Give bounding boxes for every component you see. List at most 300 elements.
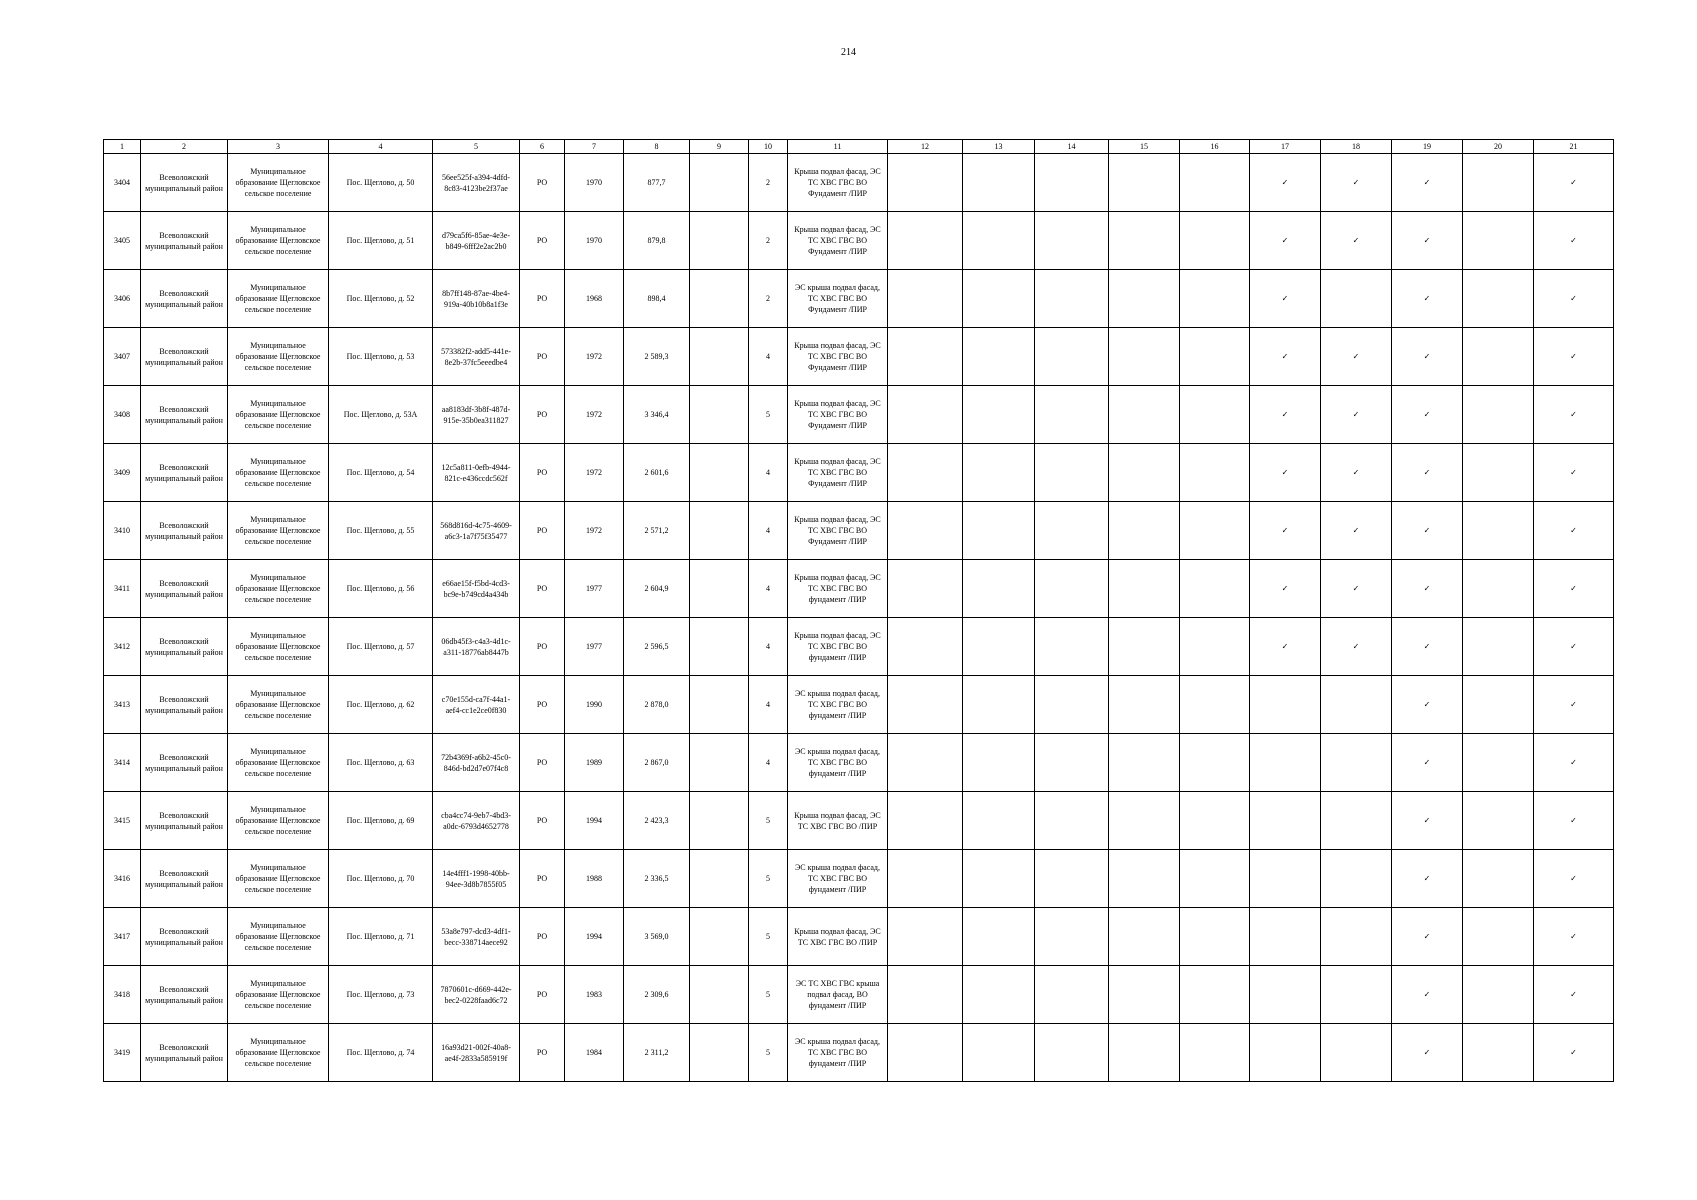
cell-col-6: РО (520, 328, 565, 386)
cell-col-7: 1970 (565, 212, 624, 270)
cell-col-20 (1463, 676, 1534, 734)
cell-col-4: Пос. Щеглово, д. 55 (329, 502, 433, 560)
cell-col-2: Всеволожский муниципальный район (141, 676, 228, 734)
cell-col-6: РО (520, 444, 565, 502)
cell-col-16 (1180, 1024, 1250, 1082)
cell-col-17 (1250, 792, 1321, 850)
column-header-17: 17 (1250, 140, 1321, 154)
cell-col-9 (690, 1024, 749, 1082)
cell-col-16 (1180, 734, 1250, 792)
check-icon: ✓ (1321, 328, 1392, 386)
table-row (104, 328, 1614, 386)
cell-col-7: 1990 (565, 676, 624, 734)
cell-col-11: Крыша подвал фасад, ЭС ТС ХВС ГВС ВО фундамент /ПИР (788, 560, 888, 618)
cell-col-9 (690, 792, 749, 850)
column-header-11: 11 (788, 140, 888, 154)
cell-col-16 (1180, 560, 1250, 618)
cell-col-20 (1463, 908, 1534, 966)
cell-col-1: 3419 (104, 1024, 141, 1082)
cell-col-8: 2 589,3 (624, 328, 690, 386)
cell-col-14 (1035, 850, 1109, 908)
cell-col-12 (888, 502, 963, 560)
cell-col-15 (1109, 966, 1180, 1024)
cell-col-12 (888, 212, 963, 270)
cell-col-8: 898,4 (624, 270, 690, 328)
cell-col-14 (1035, 966, 1109, 1024)
cell-col-6: РО (520, 560, 565, 618)
cell-col-1: 3404 (104, 154, 141, 212)
cell-col-5: 8b7ff148-87ae-4be4-919a-40b10b8a1f3e (433, 270, 520, 328)
cell-col-10: 4 (749, 676, 788, 734)
cell-col-2: Всеволожский муниципальный район (141, 734, 228, 792)
cell-col-12 (888, 618, 963, 676)
cell-col-15 (1109, 1024, 1180, 1082)
check-icon: ✓ (1250, 560, 1321, 618)
cell-col-8: 2 596,5 (624, 618, 690, 676)
check-icon: ✓ (1534, 618, 1614, 676)
cell-col-18 (1321, 734, 1392, 792)
cell-col-1: 3406 (104, 270, 141, 328)
check-icon: ✓ (1392, 792, 1463, 850)
cell-col-14 (1035, 212, 1109, 270)
cell-col-14 (1035, 734, 1109, 792)
cell-col-9 (690, 502, 749, 560)
cell-col-4: Пос. Щеглово, д. 69 (329, 792, 433, 850)
cell-col-20 (1463, 734, 1534, 792)
cell-col-7: 1970 (565, 154, 624, 212)
cell-col-10: 2 (749, 270, 788, 328)
table-row (104, 154, 1614, 212)
check-icon: ✓ (1534, 502, 1614, 560)
check-icon: ✓ (1534, 386, 1614, 444)
page-number: 214 (841, 47, 856, 58)
cell-col-3: Муниципальное образование Щегловское сельское поселение (228, 386, 329, 444)
cell-col-8: 2 867,0 (624, 734, 690, 792)
check-icon: ✓ (1534, 270, 1614, 328)
cell-col-4: Пос. Щеглово, д. 53А (329, 386, 433, 444)
cell-col-20 (1463, 212, 1534, 270)
cell-col-13 (963, 560, 1035, 618)
cell-col-3: Муниципальное образование Щегловское сельское поселение (228, 734, 329, 792)
cell-col-12 (888, 1024, 963, 1082)
table-row (104, 386, 1614, 444)
cell-col-1: 3405 (104, 212, 141, 270)
cell-col-14 (1035, 560, 1109, 618)
cell-col-8: 2 311,2 (624, 1024, 690, 1082)
cell-col-11: Крыша подвал фасад, ЭС ТС ХВС ГВС ВО Фундамент /ПИР (788, 444, 888, 502)
cell-col-17 (1250, 850, 1321, 908)
cell-col-9 (690, 676, 749, 734)
cell-col-10: 5 (749, 850, 788, 908)
column-header-6: 6 (520, 140, 565, 154)
cell-col-2: Всеволожский муниципальный район (141, 328, 228, 386)
cell-col-1: 3408 (104, 386, 141, 444)
cell-col-8: 3 569,0 (624, 908, 690, 966)
cell-col-9 (690, 270, 749, 328)
check-icon: ✓ (1321, 212, 1392, 270)
cell-col-10: 5 (749, 966, 788, 1024)
cell-col-11: ЭС крыша подвал фасад, ТС ХВС ГВС ВО фундамент /ПИР (788, 676, 888, 734)
cell-col-6: РО (520, 1024, 565, 1082)
cell-col-6: РО (520, 154, 565, 212)
cell-col-10: 5 (749, 386, 788, 444)
column-header-20: 20 (1463, 140, 1534, 154)
cell-col-20 (1463, 328, 1534, 386)
cell-col-12 (888, 560, 963, 618)
cell-col-5: 573382f2-add5-441e-8e2b-37fc5eeedbe4 (433, 328, 520, 386)
check-icon: ✓ (1392, 502, 1463, 560)
check-icon: ✓ (1534, 676, 1614, 734)
cell-col-12 (888, 676, 963, 734)
register-table (103, 139, 1614, 1082)
cell-col-18 (1321, 966, 1392, 1024)
cell-col-2: Всеволожский муниципальный район (141, 502, 228, 560)
column-header-8: 8 (624, 140, 690, 154)
column-header-1: 1 (104, 140, 141, 154)
cell-col-2: Всеволожский муниципальный район (141, 966, 228, 1024)
cell-col-15 (1109, 270, 1180, 328)
cell-col-3: Муниципальное образование Щегловское сельское поселение (228, 270, 329, 328)
column-header-14: 14 (1035, 140, 1109, 154)
column-header-2: 2 (141, 140, 228, 154)
column-header-18: 18 (1321, 140, 1392, 154)
cell-col-15 (1109, 154, 1180, 212)
cell-col-6: РО (520, 792, 565, 850)
cell-col-4: Пос. Щеглово, д. 57 (329, 618, 433, 676)
column-header-10: 10 (749, 140, 788, 154)
cell-col-15 (1109, 328, 1180, 386)
cell-col-14 (1035, 270, 1109, 328)
cell-col-20 (1463, 618, 1534, 676)
cell-col-8: 879,8 (624, 212, 690, 270)
check-icon: ✓ (1250, 154, 1321, 212)
cell-col-13 (963, 502, 1035, 560)
cell-col-5: c70e155d-ca7f-44a1-aef4-cc1e2ce0f830 (433, 676, 520, 734)
check-icon: ✓ (1392, 386, 1463, 444)
cell-col-7: 1972 (565, 444, 624, 502)
header-row (104, 140, 1614, 154)
cell-col-14 (1035, 502, 1109, 560)
check-icon: ✓ (1392, 212, 1463, 270)
cell-col-13 (963, 792, 1035, 850)
check-icon: ✓ (1534, 212, 1614, 270)
column-header-15: 15 (1109, 140, 1180, 154)
cell-col-11: Крыша подвал фасад, ЭС ТС ХВС ГВС ВО Фундамент /ПИР (788, 154, 888, 212)
cell-col-4: Пос. Щеглово, д. 50 (329, 154, 433, 212)
column-header-19: 19 (1392, 140, 1463, 154)
cell-col-15 (1109, 850, 1180, 908)
cell-col-1: 3410 (104, 502, 141, 560)
check-icon: ✓ (1534, 734, 1614, 792)
cell-col-13 (963, 212, 1035, 270)
cell-col-16 (1180, 386, 1250, 444)
check-icon: ✓ (1250, 502, 1321, 560)
cell-col-7: 1972 (565, 386, 624, 444)
cell-col-7: 1968 (565, 270, 624, 328)
table-row (104, 502, 1614, 560)
cell-col-7: 1972 (565, 502, 624, 560)
cell-col-3: Муниципальное образование Щегловское сельское поселение (228, 676, 329, 734)
cell-col-18 (1321, 676, 1392, 734)
cell-col-1: 3413 (104, 676, 141, 734)
cell-col-16 (1180, 444, 1250, 502)
cell-col-10: 4 (749, 502, 788, 560)
cell-col-14 (1035, 328, 1109, 386)
check-icon: ✓ (1392, 444, 1463, 502)
cell-col-4: Пос. Щеглово, д. 74 (329, 1024, 433, 1082)
cell-col-4: Пос. Щеглово, д. 70 (329, 850, 433, 908)
cell-col-15 (1109, 444, 1180, 502)
check-icon: ✓ (1534, 444, 1614, 502)
cell-col-2: Всеволожский муниципальный район (141, 270, 228, 328)
cell-col-2: Всеволожский муниципальный район (141, 1024, 228, 1082)
cell-col-6: РО (520, 212, 565, 270)
cell-col-8: 2 601,6 (624, 444, 690, 502)
cell-col-15 (1109, 618, 1180, 676)
cell-col-12 (888, 386, 963, 444)
cell-col-20 (1463, 792, 1534, 850)
cell-col-5: 7870601c-d669-442e-bec2-0228faad6c72 (433, 966, 520, 1024)
cell-col-5: 14e4fff1-1998-40bb-94ee-3d8b7855f05 (433, 850, 520, 908)
cell-col-13 (963, 676, 1035, 734)
cell-col-8: 3 346,4 (624, 386, 690, 444)
cell-col-6: РО (520, 618, 565, 676)
cell-col-9 (690, 212, 749, 270)
cell-col-9 (690, 154, 749, 212)
cell-col-8: 2 604,9 (624, 560, 690, 618)
cell-col-4: Пос. Щеглово, д. 51 (329, 212, 433, 270)
cell-col-2: Всеволожский муниципальный район (141, 444, 228, 502)
table-row (104, 212, 1614, 270)
check-icon: ✓ (1250, 444, 1321, 502)
cell-col-3: Муниципальное образование Щегловское сельское поселение (228, 792, 329, 850)
cell-col-10: 2 (749, 154, 788, 212)
cell-col-5: 12c5a811-0efb-4944-821c-e436ccdc562f (433, 444, 520, 502)
cell-col-9 (690, 850, 749, 908)
cell-col-14 (1035, 444, 1109, 502)
cell-col-11: Крыша подвал фасад, ЭС ТС ХВС ГВС ВО /ПИР (788, 792, 888, 850)
cell-col-8: 2 423,3 (624, 792, 690, 850)
cell-col-14 (1035, 676, 1109, 734)
cell-col-9 (690, 908, 749, 966)
check-icon: ✓ (1392, 154, 1463, 212)
cell-col-11: Крыша подвал фасад, ЭС ТС ХВС ГВС ВО Фундамент /ПИР (788, 386, 888, 444)
cell-col-10: 4 (749, 734, 788, 792)
check-icon: ✓ (1321, 560, 1392, 618)
cell-col-11: Крыша подвал фасад, ЭС ТС ХВС ГВС ВО фундамент /ПИР (788, 618, 888, 676)
cell-col-5: d79ca5f6-85ae-4e3e-b849-6fff2e2ac2b0 (433, 212, 520, 270)
column-header-12: 12 (888, 140, 963, 154)
check-icon: ✓ (1534, 154, 1614, 212)
cell-col-9 (690, 328, 749, 386)
cell-col-2: Всеволожский муниципальный район (141, 154, 228, 212)
cell-col-2: Всеволожский муниципальный район (141, 386, 228, 444)
cell-col-17 (1250, 908, 1321, 966)
cell-col-3: Муниципальное образование Щегловское сельское поселение (228, 212, 329, 270)
cell-col-20 (1463, 270, 1534, 328)
cell-col-6: РО (520, 386, 565, 444)
cell-col-5: 16a93d21-002f-40a8-ae4f-2833a585919f (433, 1024, 520, 1082)
cell-col-18 (1321, 908, 1392, 966)
cell-col-10: 4 (749, 444, 788, 502)
table-row (104, 676, 1614, 734)
check-icon: ✓ (1250, 618, 1321, 676)
table-row (104, 560, 1614, 618)
cell-col-10: 5 (749, 1024, 788, 1082)
cell-col-1: 3417 (104, 908, 141, 966)
column-header-3: 3 (228, 140, 329, 154)
cell-col-14 (1035, 386, 1109, 444)
cell-col-8: 877,7 (624, 154, 690, 212)
cell-col-13 (963, 850, 1035, 908)
cell-col-20 (1463, 1024, 1534, 1082)
column-header-13: 13 (963, 140, 1035, 154)
cell-col-15 (1109, 560, 1180, 618)
cell-col-14 (1035, 908, 1109, 966)
check-icon: ✓ (1534, 792, 1614, 850)
check-icon: ✓ (1392, 270, 1463, 328)
check-icon: ✓ (1321, 502, 1392, 560)
cell-col-3: Муниципальное образование Щегловское сельское поселение (228, 908, 329, 966)
table-row (104, 1024, 1614, 1082)
cell-col-5: 568d816d-4c75-4609-a6c3-1a7f75f35477 (433, 502, 520, 560)
check-icon: ✓ (1250, 270, 1321, 328)
cell-col-3: Муниципальное образование Щегловское сельское поселение (228, 850, 329, 908)
cell-col-14 (1035, 154, 1109, 212)
check-icon: ✓ (1250, 386, 1321, 444)
cell-col-1: 3414 (104, 734, 141, 792)
cell-col-16 (1180, 154, 1250, 212)
cell-col-13 (963, 444, 1035, 502)
cell-col-12 (888, 850, 963, 908)
cell-col-1: 3407 (104, 328, 141, 386)
cell-col-14 (1035, 1024, 1109, 1082)
check-icon: ✓ (1392, 328, 1463, 386)
cell-col-17 (1250, 966, 1321, 1024)
table-body (104, 154, 1614, 1082)
cell-col-11: ЭС крыша подвал фасад, ТС ХВС ГВС ВО фундамент /ПИР (788, 1024, 888, 1082)
cell-col-15 (1109, 502, 1180, 560)
cell-col-20 (1463, 444, 1534, 502)
table-row (104, 444, 1614, 502)
cell-col-6: РО (520, 908, 565, 966)
cell-col-6: РО (520, 850, 565, 908)
cell-col-12 (888, 908, 963, 966)
cell-col-1: 3412 (104, 618, 141, 676)
cell-col-10: 4 (749, 560, 788, 618)
cell-col-17 (1250, 734, 1321, 792)
cell-col-6: РО (520, 676, 565, 734)
cell-col-8: 2 878,0 (624, 676, 690, 734)
column-header-21: 21 (1534, 140, 1614, 154)
cell-col-12 (888, 966, 963, 1024)
cell-col-20 (1463, 386, 1534, 444)
cell-col-4: Пос. Щеглово, д. 62 (329, 676, 433, 734)
cell-col-10: 4 (749, 328, 788, 386)
cell-col-9 (690, 386, 749, 444)
cell-col-2: Всеволожский муниципальный район (141, 618, 228, 676)
cell-col-11: ЭС крыша подвал фасад, ТС ХВС ГВС ВО фундамент /ПИР (788, 734, 888, 792)
cell-col-2: Всеволожский муниципальный район (141, 212, 228, 270)
cell-col-11: ЭС крыша подвал фасад, ТС ХВС ГВС ВО фундамент /ПИР (788, 850, 888, 908)
cell-col-5: 56ee525f-a394-4dfd-8c83-4123be2f37ae (433, 154, 520, 212)
check-icon: ✓ (1392, 676, 1463, 734)
cell-col-18 (1321, 792, 1392, 850)
cell-col-3: Муниципальное образование Щегловское сельское поселение (228, 1024, 329, 1082)
column-header-9: 9 (690, 140, 749, 154)
cell-col-4: Пос. Щеглово, д. 53 (329, 328, 433, 386)
cell-col-20 (1463, 502, 1534, 560)
check-icon: ✓ (1392, 908, 1463, 966)
cell-col-8: 2 309,6 (624, 966, 690, 1024)
cell-col-11: Крыша подвал фасад, ЭС ТС ХВС ГВС ВО Фундамент /ПИР (788, 502, 888, 560)
cell-col-1: 3411 (104, 560, 141, 618)
check-icon: ✓ (1534, 850, 1614, 908)
cell-col-10: 5 (749, 908, 788, 966)
table-row (104, 908, 1614, 966)
table-row (104, 270, 1614, 328)
check-icon: ✓ (1534, 1024, 1614, 1082)
cell-col-3: Муниципальное образование Щегловское сельское поселение (228, 618, 329, 676)
table-row (104, 792, 1614, 850)
cell-col-3: Муниципальное образование Щегловское сельское поселение (228, 444, 329, 502)
cell-col-15 (1109, 792, 1180, 850)
cell-col-13 (963, 618, 1035, 676)
cell-col-6: РО (520, 966, 565, 1024)
cell-col-7: 1977 (565, 560, 624, 618)
cell-col-16 (1180, 966, 1250, 1024)
cell-col-13 (963, 270, 1035, 328)
cell-col-20 (1463, 850, 1534, 908)
column-header-4: 4 (329, 140, 433, 154)
cell-col-16 (1180, 328, 1250, 386)
check-icon: ✓ (1250, 212, 1321, 270)
check-icon: ✓ (1392, 734, 1463, 792)
cell-col-1: 3416 (104, 850, 141, 908)
cell-col-17 (1250, 1024, 1321, 1082)
cell-col-7: 1984 (565, 1024, 624, 1082)
cell-col-10: 5 (749, 792, 788, 850)
check-icon: ✓ (1534, 966, 1614, 1024)
table-row (104, 966, 1614, 1024)
cell-col-13 (963, 386, 1035, 444)
check-icon: ✓ (1392, 966, 1463, 1024)
cell-col-3: Муниципальное образование Щегловское сельское поселение (228, 966, 329, 1024)
cell-col-4: Пос. Щеглово, д. 54 (329, 444, 433, 502)
cell-col-18 (1321, 1024, 1392, 1082)
cell-col-9 (690, 444, 749, 502)
column-header-16: 16 (1180, 140, 1250, 154)
cell-col-6: РО (520, 270, 565, 328)
check-icon: ✓ (1392, 1024, 1463, 1082)
check-icon: ✓ (1534, 328, 1614, 386)
cell-col-7: 1988 (565, 850, 624, 908)
cell-col-5: e66ae15f-f5bd-4cd3-bc9e-b749cd4a434b (433, 560, 520, 618)
cell-col-2: Всеволожский муниципальный район (141, 908, 228, 966)
cell-col-7: 1972 (565, 328, 624, 386)
cell-col-14 (1035, 618, 1109, 676)
check-icon: ✓ (1321, 386, 1392, 444)
column-header-5: 5 (433, 140, 520, 154)
check-icon: ✓ (1321, 154, 1392, 212)
cell-col-7: 1983 (565, 966, 624, 1024)
cell-col-8: 2 336,5 (624, 850, 690, 908)
cell-col-20 (1463, 560, 1534, 618)
cell-col-16 (1180, 212, 1250, 270)
cell-col-1: 3418 (104, 966, 141, 1024)
cell-col-16 (1180, 792, 1250, 850)
check-icon: ✓ (1534, 908, 1614, 966)
